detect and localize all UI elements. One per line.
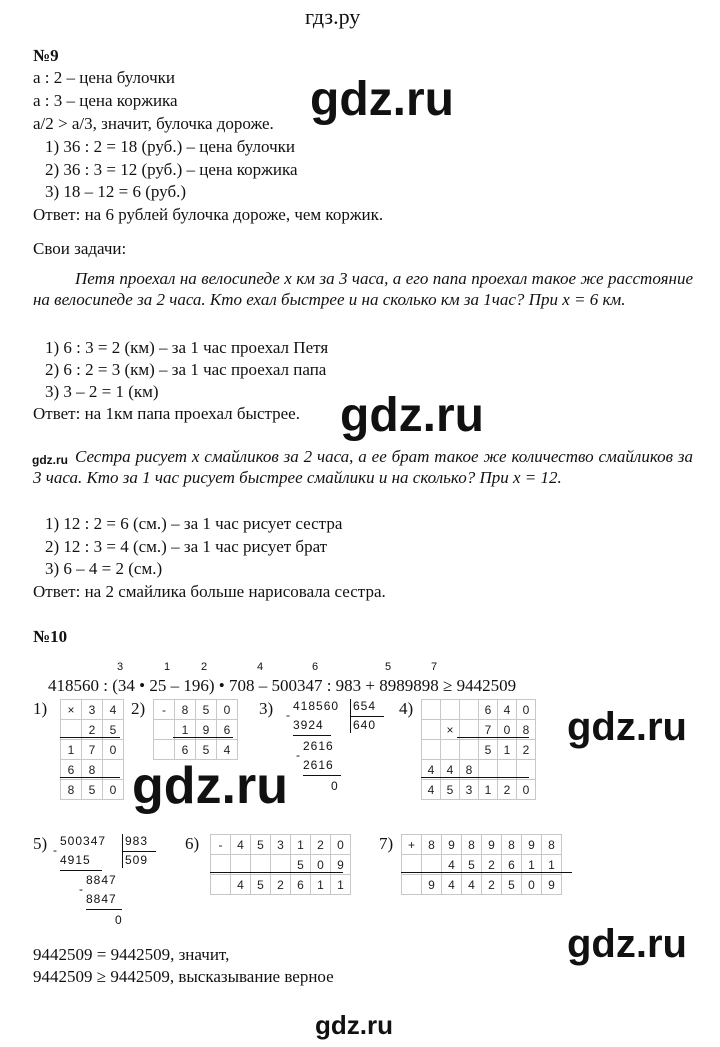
division-quotient: 509 <box>125 853 149 867</box>
calc-grid-cell: 4 <box>442 875 462 895</box>
calc-grid-cell: 1 <box>291 835 311 855</box>
order-number: 7 <box>431 661 438 673</box>
calc-grid-cell: 0 <box>498 720 517 740</box>
order-number: 2 <box>201 661 208 673</box>
calc-grid-cell: 3 <box>271 835 291 855</box>
calc-grid-cell <box>402 875 422 895</box>
calc-grid-cell: 0 <box>217 700 238 720</box>
calc-grid-cell: - <box>211 835 231 855</box>
calc-line <box>350 716 384 717</box>
calc-grid-cell: 9 <box>542 875 562 895</box>
problem2-answer: Ответ: на 2 смайлика больше нарисовала сестра. <box>33 582 386 601</box>
task9-line: 1) 36 : 2 = 18 (руб.) – цена булочки <box>45 137 295 156</box>
watermark: gdz.ru <box>132 757 288 815</box>
calc-grid-cell: 6 <box>291 875 311 895</box>
calc-grid-row <box>422 700 536 720</box>
calc-grid-cell: × <box>61 700 82 720</box>
calc-grid-cell: 0 <box>517 700 536 720</box>
task10-title: №10 <box>33 627 68 646</box>
division-quotient: 640 <box>353 718 377 732</box>
calc-grid-cell: 4 <box>498 700 517 720</box>
division-minus: - <box>286 708 291 722</box>
calc-grid-cell: 4 <box>462 875 482 895</box>
calc-grid-row <box>422 780 536 800</box>
calc-grid-cell: 7 <box>82 740 103 760</box>
calc-grid-cell: 1 <box>175 720 196 740</box>
step-label: 1) <box>33 699 48 718</box>
own-tasks-heading: Свои задачи: <box>33 239 127 258</box>
calc-grid-cell <box>441 740 460 760</box>
calc-grid-cell: 2 <box>498 780 517 800</box>
calc-grid-cell: 8 <box>460 760 479 780</box>
problem1-step: 3) 3 – 2 = 1 (км) <box>45 382 159 401</box>
step-label: 5) <box>33 834 48 853</box>
calc-grid-cell: 2 <box>311 835 331 855</box>
division-final-remainder: 0 <box>331 779 339 793</box>
calc-grid-cell: 4 <box>422 760 441 780</box>
calc-grid-cell: 5 <box>291 855 311 875</box>
calc-grid-multiplication-1 <box>60 699 124 800</box>
calc-grid-cell <box>422 700 441 720</box>
calc-grid-cell: 6 <box>175 740 196 760</box>
calc-grid-cell: 6 <box>217 720 238 740</box>
division-subtrahend: 2616 <box>303 758 334 772</box>
problem1-step: 2) 6 : 2 = 3 (км) – за 1 час проехал папа <box>45 360 327 379</box>
calc-grid-cell: 9 <box>422 875 442 895</box>
calc-grid-cell: 0 <box>311 855 331 875</box>
problem2-step: 1) 12 : 2 = 6 (см.) – за 1 час рисует сестра <box>45 514 343 533</box>
calc-line <box>60 777 120 778</box>
calc-line <box>401 872 572 873</box>
calc-grid-cell: 5 <box>441 780 460 800</box>
calc-grid-row <box>211 835 351 855</box>
calc-grid-cell: 0 <box>331 835 351 855</box>
order-number: 5 <box>385 661 392 673</box>
division-minus: - <box>296 748 301 762</box>
calc-grid-row <box>61 700 124 720</box>
calc-grid-cell: 0 <box>103 780 124 800</box>
calc-grid-row <box>402 875 562 895</box>
problem2-text: Сестра рисует x смайликов за 2 часа, а ее брат такое же количество смайликов за 3 часа. Кто за 1 час рисует быстрее смайлики и на сколько? При x = 12. <box>33 447 693 487</box>
calc-grid-cell: 4 <box>422 780 441 800</box>
division-dividend: 500347 <box>60 834 107 848</box>
calc-grid-cell: 2 <box>482 855 502 875</box>
calc-line <box>173 737 233 738</box>
calc-grid-cell: 1 <box>498 740 517 760</box>
calc-grid-cell: 1 <box>542 855 562 875</box>
calc-line <box>122 851 156 852</box>
calc-grid-cell: 5 <box>82 780 103 800</box>
calc-grid-cell: 0 <box>103 740 124 760</box>
problem1-text: Петя проехал на велосипеде x км за 3 часа, а его папа проехал такое же расстояние на велосипеде за 2 часа. Кто ехал быстрее и на сколько км за 1час? При x = 6 км. <box>33 269 693 309</box>
calc-grid-cell: 9 <box>196 720 217 740</box>
division-subtrahend: 3924 <box>293 718 324 732</box>
calc-grid-cell: 2 <box>482 875 502 895</box>
calc-grid-cell: 2 <box>517 740 536 760</box>
calc-grid-subtraction-2 <box>153 699 238 760</box>
calc-grid-cell: 9 <box>331 855 351 875</box>
calc-grid-cell: - <box>154 700 175 720</box>
division-remainder: 8847 <box>86 873 117 887</box>
calc-grid-cell: 1 <box>522 855 542 875</box>
calc-grid-cell: 4 <box>217 740 238 760</box>
calc-grid-cell: 6 <box>61 760 82 780</box>
calc-grid-cell <box>460 700 479 720</box>
calc-grid-cell <box>154 720 175 740</box>
calc-grid-row <box>402 835 562 855</box>
watermark-small: gdz.ru <box>32 453 68 467</box>
division-minus: - <box>53 843 58 857</box>
calc-grid-cell: 8 <box>502 835 522 855</box>
calc-grid-cell: 4 <box>442 855 462 875</box>
watermark: gdz.ru <box>315 1010 393 1040</box>
calc-grid-cell: 5 <box>479 740 498 760</box>
conclusion-line: 9442509 = 9442509, значит, <box>33 945 230 964</box>
order-number: 1 <box>164 661 171 673</box>
division-subtrahend: 8847 <box>86 892 117 906</box>
calc-grid-cell: 4 <box>441 760 460 780</box>
calc-grid-cell: × <box>441 720 460 740</box>
problem2-step: 3) 6 – 4 = 2 (см.) <box>45 559 163 578</box>
step-label: 2) <box>131 699 146 718</box>
calc-line <box>421 777 529 778</box>
calc-grid-cell: 8 <box>82 760 103 780</box>
calc-grid-cell: 5 <box>251 835 271 855</box>
calc-grid-cell: 8 <box>61 780 82 800</box>
calc-grid-cell: 9 <box>482 835 502 855</box>
calc-line <box>293 735 331 736</box>
task9-line: 2) 36 : 3 = 12 (руб.) – цена коржика <box>45 160 298 179</box>
task9-line: а/2 > а/3, значит, булочка дороже. <box>33 114 274 133</box>
calc-grid-cell: 9 <box>522 835 542 855</box>
calc-grid-multiplication-4 <box>421 699 536 800</box>
calc-grid-cell: 1 <box>311 875 331 895</box>
division-dividend: 418560 <box>293 699 340 713</box>
calc-grid-cell: 8 <box>462 835 482 855</box>
calc-grid-row <box>61 740 124 760</box>
calc-grid-cell: 5 <box>502 875 522 895</box>
calc-line <box>457 737 529 738</box>
calc-grid-cell <box>211 875 231 895</box>
calc-grid-cell <box>154 740 175 760</box>
calc-grid-cell: 8 <box>422 835 442 855</box>
calc-grid-cell <box>460 740 479 760</box>
task9-line: а : 3 – цена коржика <box>33 91 178 110</box>
calc-grid-cell: 4 <box>103 700 124 720</box>
calc-grid-cell: 1 <box>61 740 82 760</box>
division-minus: - <box>79 882 84 896</box>
conclusion-line: 9442509 ≥ 9442509, высказывание верное <box>33 967 334 986</box>
division-divisor: 654 <box>353 699 377 713</box>
calc-line <box>60 870 102 871</box>
division-remainder: 2616 <box>303 739 334 753</box>
calc-grid-cell: 4 <box>231 835 251 855</box>
calc-line <box>86 909 122 910</box>
calc-grid-cell <box>441 700 460 720</box>
calc-grid-cell: 5 <box>196 740 217 760</box>
calc-grid-addition-7 <box>401 834 562 895</box>
calc-grid-row <box>154 740 238 760</box>
task9-title: №9 <box>33 46 59 65</box>
division-final-remainder: 0 <box>115 913 123 927</box>
order-number: 3 <box>117 661 124 673</box>
site-header: гдз.ру <box>305 4 361 29</box>
step-label: 6) <box>185 834 200 853</box>
calc-grid-row <box>422 740 536 760</box>
problem1-answer: Ответ: на 1км папа проехал быстрее. <box>33 404 300 423</box>
calc-grid-cell: 5 <box>103 720 124 740</box>
calc-grid-cell: 8 <box>175 700 196 720</box>
calc-grid-cell: 9 <box>442 835 462 855</box>
calc-grid-cell: 2 <box>82 720 103 740</box>
watermark: gdz.ru <box>567 705 687 749</box>
watermark: gdz.ru <box>340 389 484 442</box>
calc-grid-cell: 5 <box>251 875 271 895</box>
order-number: 4 <box>257 661 264 673</box>
order-number: 6 <box>312 661 319 673</box>
step-label: 3) <box>259 699 274 718</box>
calc-grid-cell: 0 <box>517 780 536 800</box>
calc-grid-cell: 2 <box>271 875 291 895</box>
calc-grid-row <box>61 780 124 800</box>
task9-line: а : 2 – цена булочки <box>33 68 176 87</box>
calc-grid-cell: 7 <box>479 720 498 740</box>
calc-grid-cell: 3 <box>82 700 103 720</box>
calc-line <box>60 737 120 738</box>
calc-grid-subtraction-6 <box>210 834 351 895</box>
calc-line <box>303 775 341 776</box>
step-label: 4) <box>399 699 414 718</box>
calc-grid-cell: 5 <box>462 855 482 875</box>
watermark: gdz.ru <box>567 922 687 966</box>
problem1-step: 1) 6 : 3 = 2 (км) – за 1 час проехал Петя <box>45 338 329 357</box>
task10-expression: 418560 : (34 • 25 – 196) • 708 – 500347 : 983 + 8989898 ≥ 9442509 <box>48 676 517 695</box>
calc-grid-cell <box>422 720 441 740</box>
calc-grid-cell <box>422 740 441 760</box>
calc-grid-row <box>154 700 238 720</box>
calc-grid-cell: 6 <box>479 700 498 720</box>
calc-grid-row <box>211 875 351 895</box>
division-subtrahend: 4915 <box>60 853 91 867</box>
calc-grid-cell: 8 <box>542 835 562 855</box>
calc-grid-cell: 0 <box>522 875 542 895</box>
calc-grid-cell: 4 <box>231 875 251 895</box>
division-divisor: 983 <box>125 834 149 848</box>
calc-grid-cell: 3 <box>460 780 479 800</box>
calc-grid-cell: 1 <box>479 780 498 800</box>
task9-line: 3) 18 – 12 = 6 (руб.) <box>45 182 187 201</box>
calc-grid-cell: + <box>402 835 422 855</box>
problem2-step: 2) 12 : 3 = 4 (см.) – за 1 час рисует брат <box>45 537 328 556</box>
calc-grid-cell: 1 <box>331 875 351 895</box>
step-label: 7) <box>379 834 394 853</box>
task9-answer: Ответ: на 6 рублей булочка дороже, чем коржик. <box>33 205 384 224</box>
calc-line <box>210 872 343 873</box>
calc-grid-cell: 5 <box>196 700 217 720</box>
calc-grid-cell: 6 <box>502 855 522 875</box>
watermark: gdz.ru <box>310 73 454 126</box>
calc-grid-cell: 8 <box>517 720 536 740</box>
